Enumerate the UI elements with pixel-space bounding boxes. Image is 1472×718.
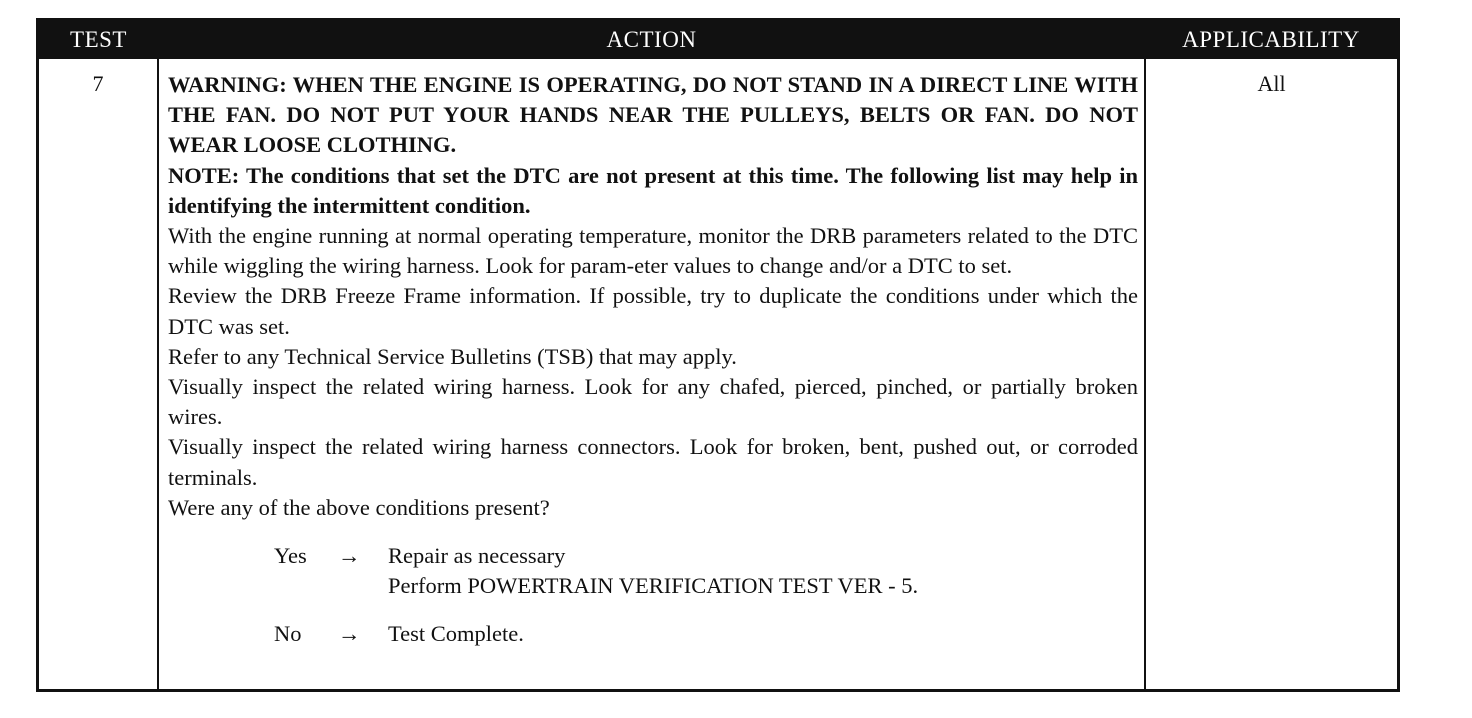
answer-key: Yes [274,543,307,569]
diagnostic-table-grid [39,21,1397,689]
header-action: ACTION [158,21,1145,59]
answer-list [274,541,1138,650]
question-text: Were any of the above conditions present? [168,494,550,520]
test-number-cell: 7 [92,71,104,96]
answer-yes [274,541,1138,601]
action-paragraph: Visually inspect the related wiring harness connectors. Look for broken, bent, pushed out, or corroded terminals. [168,434,1138,490]
action-paragraph: Visually inspect the related wiring harness. Look for any chafed, pierced, pinched, or partially broken wires. [168,374,1138,430]
answer-action [388,619,1138,649]
answer-line: Perform POWERTRAIN VERIFICATION TEST VER - 5. [388,573,919,599]
header-test: TEST [39,21,158,59]
arrow-right-icon: → [338,621,361,647]
note-text: NOTE: The conditions that set the DTC are not present at this time. The following list may help in identifying the intermittent condition. [168,162,1138,218]
arrow-right-icon: → [338,543,361,569]
answer-key: No [274,621,302,647]
action-paragraph: Review the DRB Freeze Frame information. If possible, try to duplicate the conditions under which the DTC was set. [168,283,1138,339]
table-row [39,59,1397,689]
action-cell [158,59,1145,689]
answer-line: Repair as necessary [388,543,566,569]
warning-text: WARNING: WHEN THE ENGINE IS OPERATING, DO NOT STAND IN A DIRECT LINE WITH THE FAN. DO NOT PUT YOUR HANDS NEAR THE PULLEYS, BELTS OR FAN. DO NOT WEAR LOOSE CLOTHING. [168,72,1138,158]
table-header-row [39,21,1397,59]
answer-action [388,541,1138,601]
action-paragraph: With the engine running at normal operating temperature, monitor the DRB parameters related to the DTC while wiggling the wiring harness. Look for param-eter values to change and/or a DTC to set. [168,223,1138,279]
action-paragraph: Refer to any Technical Service Bulletins (TSB) that may apply. [168,343,737,369]
answer-no [274,619,1138,649]
diagnostic-table [36,18,1400,692]
header-applicability: APPLICABILITY [1145,21,1397,59]
applicability-cell: All [1145,59,1397,689]
answer-line: Test Complete. [388,621,524,647]
